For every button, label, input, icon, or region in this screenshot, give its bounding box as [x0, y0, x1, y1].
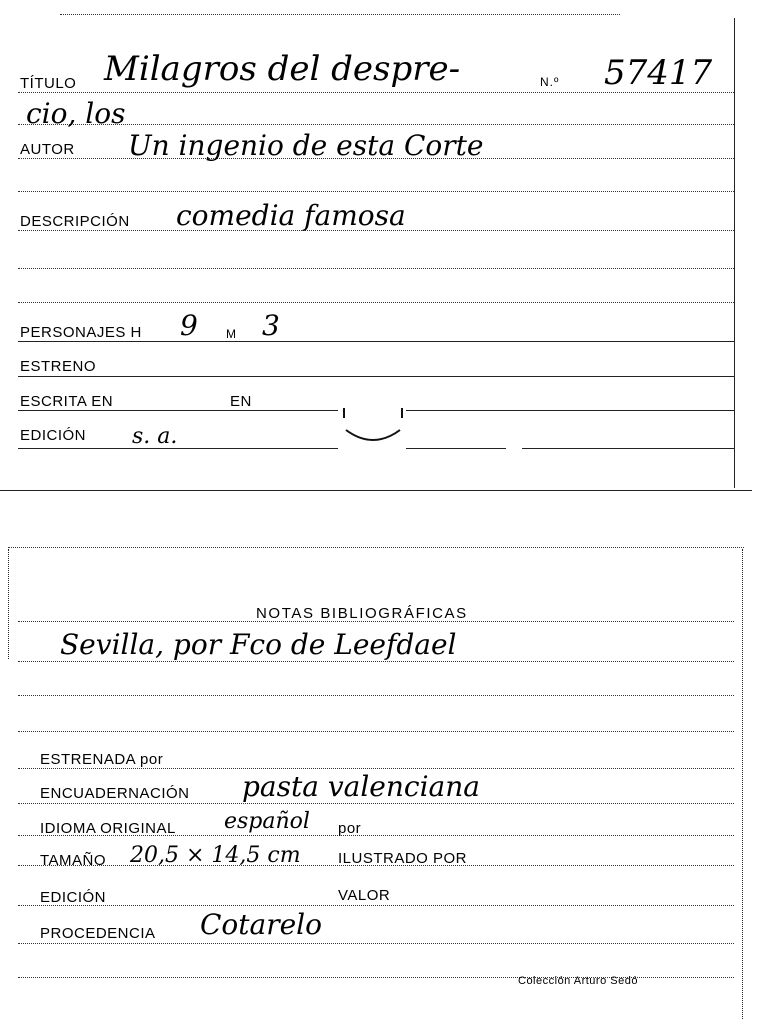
label-autor: AUTOR — [20, 141, 75, 158]
label-procedencia: PROCEDENCIA — [40, 925, 156, 942]
rule-line — [18, 410, 338, 411]
label-notas: NOTAS BIBLIOGRÁFICAS — [256, 605, 468, 622]
card-top-border — [8, 547, 744, 548]
card-left-border — [8, 549, 9, 659]
label-tamano: TAMAÑO — [40, 852, 107, 869]
rule-line — [406, 448, 506, 449]
label-idioma-original: IDIOMA ORIGINAL — [40, 820, 176, 837]
label-descripcion: DESCRIPCIÓN — [20, 213, 130, 230]
rule-line — [18, 448, 338, 449]
rule-line — [406, 410, 734, 411]
value-idioma-original: español — [224, 809, 310, 834]
rule-line — [18, 191, 734, 192]
value-tamano: 20,5 × 14,5 cm — [130, 843, 301, 868]
label-escrita-en: ESCRITA EN — [20, 393, 114, 410]
rule-line — [18, 376, 734, 377]
value-descripcion: comedia famosa — [176, 199, 406, 232]
value-autor: Un ingenio de esta Corte — [128, 129, 484, 162]
rule-line — [18, 943, 734, 944]
value-titulo-line2: cio, los — [26, 97, 126, 130]
label-estreno: ESTRENO — [20, 358, 97, 375]
rule-line — [18, 803, 734, 804]
rule-line — [18, 661, 734, 662]
label-encuadernacion: ENCUADERNACIÓN — [40, 785, 190, 802]
label-edicion: EDICIÓN — [40, 889, 107, 906]
card-right-border — [742, 549, 743, 1019]
card-bottom-border — [0, 490, 752, 491]
label-por: por — [338, 820, 362, 837]
label-titulo: TÍTULO — [20, 75, 77, 92]
value-encuadernacion: pasta valenciana — [242, 770, 480, 803]
label-m: M — [226, 327, 237, 341]
value-personajes-h: 9 — [180, 309, 198, 342]
rule-line — [18, 268, 734, 269]
value-edicion: s. a. — [132, 424, 178, 449]
label-edicion: EDICIÓN — [20, 427, 87, 444]
card-top-border — [60, 14, 620, 15]
label-ilustrado-por: ILUSTRADO POR — [338, 850, 468, 867]
rule-line — [522, 448, 734, 449]
value-procedencia: Cotarelo — [200, 908, 322, 941]
label-estrenada-por: ESTRENADA por — [40, 751, 164, 768]
collection-stamp: Colección Arturo Sedó — [518, 975, 638, 987]
rule-line — [18, 768, 734, 769]
catalog-card-back — [0, 545, 759, 1028]
rule-line — [18, 905, 734, 906]
rule-line — [18, 695, 734, 696]
rule-line — [18, 731, 734, 732]
value-notas: Sevilla, por Fco de Leefdael — [60, 628, 457, 661]
value-numero: 57417 — [604, 53, 713, 93]
rule-line — [18, 302, 734, 303]
label-en: EN — [230, 393, 252, 410]
catalog-card-front — [0, 0, 759, 492]
label-valor: VALOR — [338, 887, 391, 904]
rule-line — [18, 341, 734, 342]
label-personajes-h: PERSONAJES H — [20, 324, 142, 341]
card-right-border — [734, 18, 735, 488]
value-titulo-line1: Milagros del despre- — [104, 49, 461, 89]
value-personajes-m: 3 — [262, 309, 280, 342]
label-numero: N.º — [540, 75, 560, 89]
punch-hole-mark — [340, 406, 406, 446]
